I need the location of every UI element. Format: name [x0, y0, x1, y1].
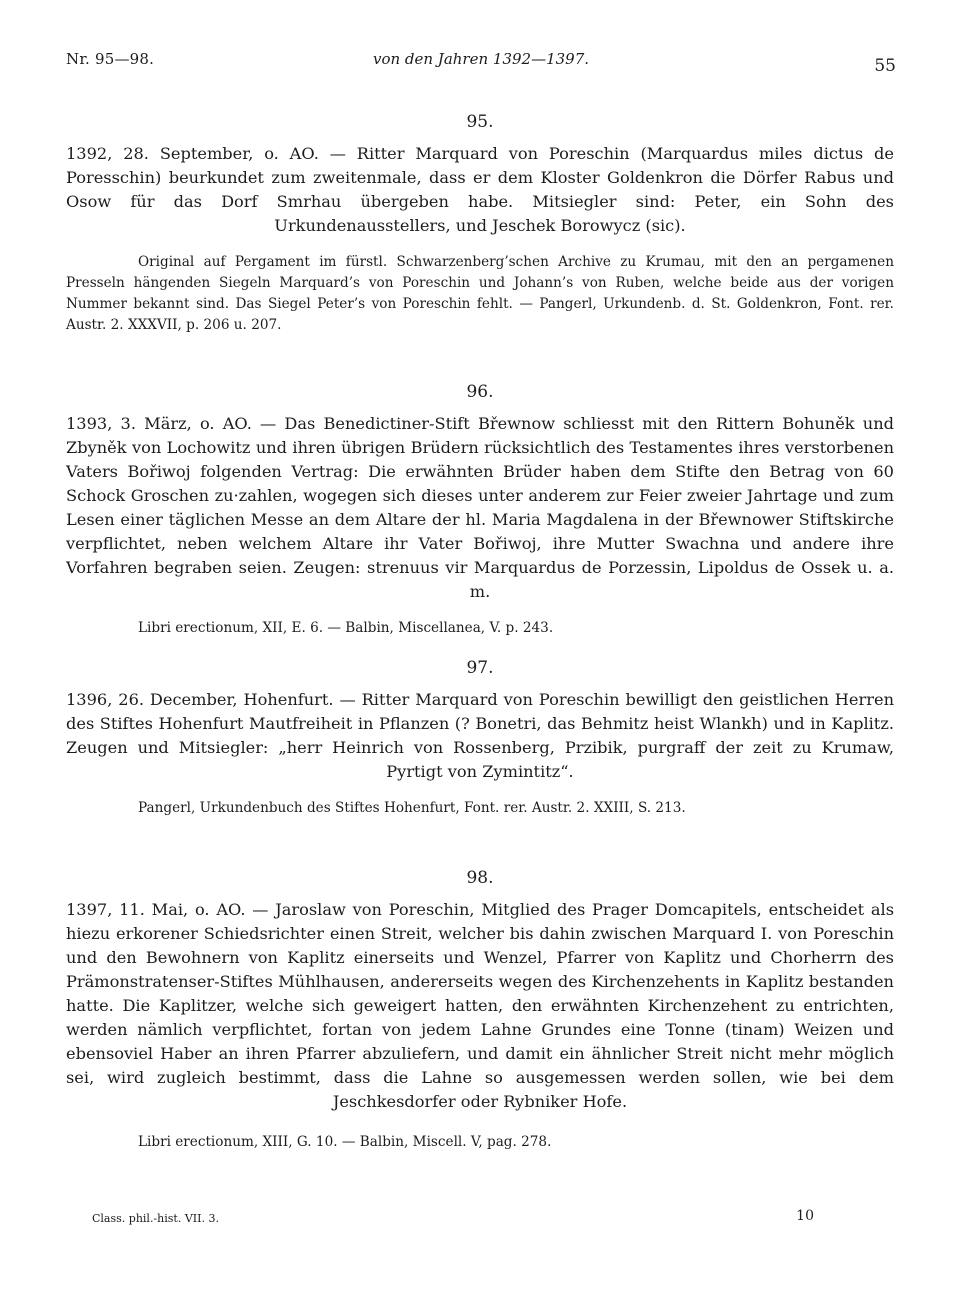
- entry-number: 97.: [466, 658, 494, 678]
- entry-source: Libri erectionum, XII, E. 6. — Balbin, Miscellanea, V. p. 243.: [138, 620, 554, 636]
- entry-number: 98.: [466, 868, 494, 888]
- entry-source: Libri erectionum, XIII, G. 10. — Balbin, Miscell. V, pag. 278.: [138, 1134, 552, 1150]
- entry-number: 96.: [466, 382, 494, 402]
- entry-text: 1396, 26. December, Hohenfurt. — Ritter Marquard von Poreschin bewilligt den geistlichen Herren des Stiftes Hohenfurt Mautfreiheit in Pflanzen (? Bonetri, das Behmitz heist Wlankh) und in Kaplitz. Zeugen und Mitsiegler: „herr Heinrich von Rossenberg, Przibik, purgraff der zeit zu Krumaw, Pyrtigt von Zymintitz“.: [66, 690, 894, 781]
- page-number: 55: [874, 56, 896, 76]
- entry-number: 95.: [466, 112, 494, 132]
- entry-98: [66, 868, 894, 1153]
- footer-signature: Class. phil.-hist. VII. 3.: [92, 1212, 219, 1225]
- entry-95: [66, 112, 894, 336]
- header-section-range: Nr. 95—98.: [66, 50, 155, 68]
- entry-source: Pangerl, Urkundenbuch des Stiftes Hohenfurt, Font. rer. Austr. 2. XXIII, S. 213.: [138, 800, 686, 816]
- entry-text: 1392, 28. September, o. AO. — Ritter Marquard von Poreschin (Marquardus miles dictus de Poresschin) beurkundet zum zweitenmale, dass er dem Kloster Goldenkron die Dörfer Rabus und Osow für das Dorf Smrhau übergeben habe. Mitsiegler sind: Peter, ein Sohn des Urkundenausstellers, und Jeschek Borowycz (sic).: [66, 144, 894, 235]
- entry-text: 1393, 3. März, o. AO. — Das Benedictiner-Stift Břewnow schliesst mit den Rittern Bohuněk und Zbyněk von Lochowitz und ihren übrigen Brüdern rücksichtlich des Testamentes ihres verstorbenen Vaters Bořiwoj folgenden Vertrag: Die erwähnten Brüder haben dem Stifte den Betrag von 60 Schock Groschen zu·zahlen, wogegen sich dieses unter anderem zur Feier zweier Jahrtage und zum Lesen einer täglichen Messe an dem Altare der hl. Maria Magdalena in der Břewnower Stiftskirche verpflichtet, neben welchem Altare ihr Vater Bořiwoj, ihre Mutter Swachna und andere ihre Vorfahren begraben seien. Zeugen: strenuus vir Marquardus de Porzessin, Lipoldus de Ossek u. a. m.: [66, 414, 894, 601]
- running-header: [66, 50, 896, 74]
- entry-source: Original auf Pergament im fürstl. Schwarzenberg’schen Archive zu Krumau, mit den an pergamenen Presseln hängenden Siegeln Marquard’s von Poreschin und Johann’s von Ruben, welche beide aus der vorigen Nummer bekannt sind. Das Siegel Peter’s von Poreschin fehlt. — Pangerl, Urkundenb. d. St. Goldenkron, Font. rer. Austr. 2. XXXVII, p. 206 u. 207.: [66, 254, 894, 333]
- footer-sheet-number: 10: [796, 1208, 814, 1224]
- entry-text: 1397, 11. Mai, o. AO. — Jaroslaw von Poreschin, Mitglied des Prager Domcapitels, entscheidet als hiezu erkorener Schiedsrichter einen Streit, welcher bis dahin zwischen Marquard I. von Poreschin und den Bewohnern von Kaplitz einerseits und Wenzel, Pfarrer von Kaplitz und Chorherrn des Prämonstratenser-Stiftes Mühlhausen, andererseits wegen des Kirchenzehents in Kaplitz bestanden hatte. Die Kaplitzer, welche sich geweigert hatten, den erwähnten Kirchenzehent zu entrichten, werden nämlich verpflichtet, fortan von jedem Lahne Grundes eine Tonne (tinam) Weizen und ebensoviel Haber an ihren Pfarrer abzuliefern, und damit ein ähnlicher Streit nicht mehr möglich sei, wird zugleich bestimmt, dass die Lahne so ausgemessen werden sollen, wie bei dem Jeschkesdorfer oder Rybniker Hofe.: [66, 900, 894, 1111]
- entry-97: [66, 658, 894, 819]
- entry-96: [66, 382, 894, 639]
- header-title: von den Jahren 1392—1397.: [372, 50, 590, 68]
- page-footer: [92, 1208, 814, 1228]
